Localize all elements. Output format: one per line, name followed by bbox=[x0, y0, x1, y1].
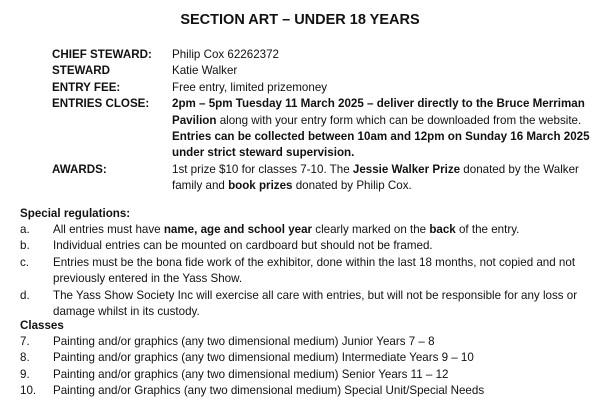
awards-row bbox=[52, 162, 592, 195]
regulation-emphasis: name, age and school year bbox=[163, 223, 313, 236]
steward-value: Katie Walker bbox=[172, 64, 238, 78]
regulation-item bbox=[20, 238, 592, 254]
class-number: 8. bbox=[20, 351, 30, 365]
regulation-text bbox=[53, 222, 592, 238]
awards-jessie-walker-prize: Jessie Walker Prize bbox=[352, 162, 461, 176]
class-number: 9. bbox=[20, 367, 30, 381]
class-item bbox=[20, 367, 592, 383]
special-regulations-heading: Special regulations: bbox=[20, 207, 131, 220]
special-regulations-list bbox=[20, 222, 592, 320]
entry-fee-value: Free entry, limited prizemoney bbox=[172, 80, 328, 94]
awards-text-1: 1st prize $10 for classes 7-10. The bbox=[172, 162, 353, 176]
regulation-letter: c. bbox=[20, 255, 30, 269]
regulation-text: Entries must be the bona fide work of the exhibitor, done within the last 18 months, not copied and not previously entered in the Yass Show. bbox=[53, 255, 576, 286]
regulation-letter: d. bbox=[20, 288, 30, 302]
regulation-text: Individual entries can be mounted on cardboard but should not be framed. bbox=[53, 239, 433, 253]
section-info bbox=[52, 47, 592, 195]
entry-fee-label: ENTRY FEE: bbox=[52, 80, 121, 94]
chief-steward-row bbox=[52, 47, 592, 63]
awards-text-3: donated by Philip Cox. bbox=[292, 179, 412, 193]
regulation-item bbox=[20, 288, 592, 321]
regulation-text-part: All entries must have bbox=[53, 223, 164, 236]
entries-close-value bbox=[172, 96, 592, 162]
entries-close-collection: Entries can be collected between 10am and 12pm on Sunday 16 March 2025 under strict steward supervision. bbox=[172, 130, 590, 160]
regulation-letter: a. bbox=[20, 223, 30, 236]
awards-value bbox=[172, 162, 592, 195]
entries-close-form-note: along with your entry form which can be downloaded from the website. bbox=[216, 113, 582, 127]
regulation-text-part: clearly marked on the bbox=[312, 223, 430, 236]
awards-book-prizes: book prizes bbox=[228, 179, 293, 193]
section-title: SECTION ART – UNDER 18 YEARS bbox=[180, 12, 420, 28]
awards-text-2: donated by the Walker family and bbox=[172, 162, 579, 193]
entries-close-label: ENTRIES CLOSE: bbox=[52, 97, 150, 111]
class-item bbox=[20, 350, 592, 366]
entry-fee-row bbox=[52, 80, 592, 96]
classes-list bbox=[20, 334, 592, 400]
steward-row bbox=[52, 63, 592, 79]
class-number: 10. bbox=[20, 384, 37, 398]
regulation-letter: b. bbox=[20, 239, 30, 253]
class-number: 7. bbox=[20, 335, 30, 348]
steward-label: STEWARD bbox=[52, 64, 110, 78]
regulation-item bbox=[20, 255, 592, 288]
awards-label: AWARDS: bbox=[52, 162, 107, 176]
class-description: Painting and/or Graphics (any two dimensional medium) Special Unit/Special Needs bbox=[53, 384, 485, 398]
regulation-text-part: of the entry. bbox=[455, 223, 520, 236]
entries-close-delivery: 2pm – 5pm Tuesday 11 March 2025 – deliver directly to the Bruce Merriman Pavilion bbox=[172, 97, 585, 127]
chief-steward-value: Philip Cox 62262372 bbox=[172, 48, 279, 61]
regulation-text: The Yass Show Society Inc will exercise all care with entries, but will not be responsible for any loss or damage whilst in its custody. bbox=[53, 288, 578, 319]
classes-heading: Classes bbox=[20, 319, 64, 332]
regulation-emphasis: back bbox=[429, 223, 456, 236]
class-description: Painting and/or graphics (any two dimensional medium) Junior Years 7 – 8 bbox=[53, 335, 435, 348]
entries-close-row bbox=[52, 96, 592, 162]
chief-steward-label: CHIEF STEWARD: bbox=[52, 48, 152, 61]
class-item bbox=[20, 383, 592, 399]
class-description: Painting and/or graphics (any two dimensional medium) Intermediate Years 9 – 10 bbox=[53, 351, 474, 365]
regulation-item bbox=[20, 222, 592, 238]
class-description: Painting and/or graphics (any two dimensional medium) Senior Years 11 – 12 bbox=[53, 367, 449, 381]
class-item bbox=[20, 334, 592, 350]
